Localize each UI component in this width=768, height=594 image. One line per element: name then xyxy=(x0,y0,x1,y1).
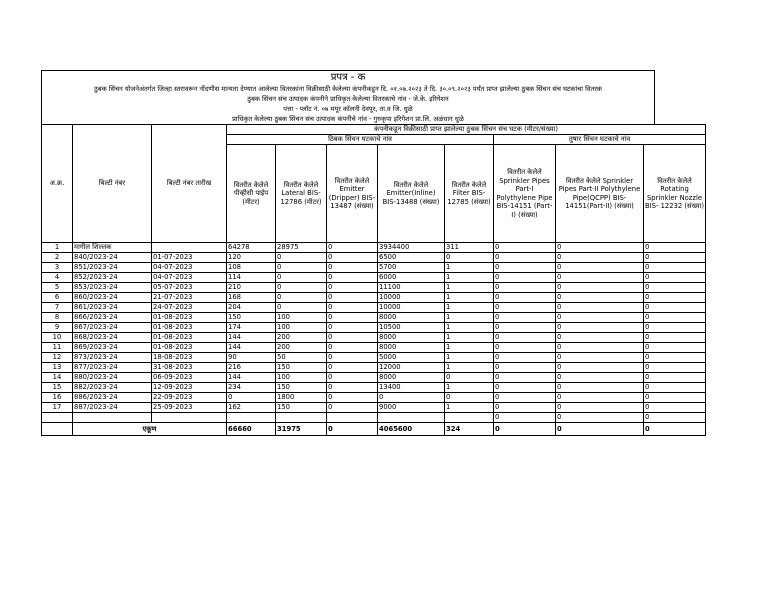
col-header-emitter-inline: वितरीत केलेले Emitter(Inline) BIS-13488 (संख्या) xyxy=(378,145,445,243)
table-cell: 1 xyxy=(42,243,73,253)
table-cell: 0 xyxy=(644,303,706,313)
table-cell: 0 xyxy=(445,373,494,383)
table-cell: 5000 xyxy=(378,353,445,363)
table-cell: 1 xyxy=(445,363,494,373)
table-cell xyxy=(227,413,276,423)
table-cell: 311 xyxy=(445,243,494,253)
table-cell: 852/2023-24 xyxy=(73,273,152,283)
form-sheet xyxy=(41,70,704,436)
table-cell: 0 xyxy=(445,393,494,403)
table-cell: 0 xyxy=(644,313,706,323)
table-row xyxy=(42,303,706,313)
table-cell xyxy=(276,413,327,423)
table-cell: 0 xyxy=(327,323,378,333)
table-cell: 144 xyxy=(227,373,276,383)
table-cell: 869/2023-24 xyxy=(73,343,152,353)
table-cell: 50 xyxy=(276,353,327,363)
table-cell: 0 xyxy=(327,283,378,293)
table-row xyxy=(42,353,706,363)
table-cell: 0 xyxy=(494,413,556,423)
table-cell: 0 xyxy=(378,393,445,403)
table-cell: 0 xyxy=(556,293,644,303)
table-cell: 12000 xyxy=(378,363,445,373)
table-cell: 10000 xyxy=(378,293,445,303)
table-cell: 0 xyxy=(327,263,378,273)
table-cell: 0 xyxy=(276,253,327,263)
total-blank-cell xyxy=(42,423,73,436)
table-cell: 0 xyxy=(494,373,556,383)
table-cell: 1 xyxy=(445,263,494,273)
table-cell: 13 xyxy=(42,363,73,373)
table-row xyxy=(42,383,706,393)
table-cell: 6000 xyxy=(378,273,445,283)
table-cell: 0 xyxy=(556,363,644,373)
table-cell: 1 xyxy=(445,313,494,323)
table-cell: 144 xyxy=(227,343,276,353)
table-cell xyxy=(152,413,227,423)
table-cell: 0 xyxy=(494,383,556,393)
total-cell: 4065600 xyxy=(378,423,445,436)
total-cell: 0 xyxy=(556,423,644,436)
table-cell: 0 xyxy=(327,343,378,353)
group-header-received: कंपनीकडून विक्रीसाठी प्राप्त झालेल्या ठुबक सिंचन संच घटक (मीटर/संख्या) xyxy=(227,125,706,135)
table-cell: 150 xyxy=(276,383,327,393)
table-cell: 0 xyxy=(327,253,378,263)
table-cell: 0 xyxy=(644,263,706,273)
table-cell: 0 xyxy=(327,293,378,303)
table-cell: 8000 xyxy=(378,333,445,343)
col-header-bilty-no: बिल्टी नंबर xyxy=(73,125,152,243)
table-cell: 0 xyxy=(494,273,556,283)
table-cell: 17 xyxy=(42,403,73,413)
table-cell: 10 xyxy=(42,333,73,343)
table-cell: 5700 xyxy=(378,263,445,273)
table-cell: 0 xyxy=(556,333,644,343)
table-cell: 882/2023-24 xyxy=(73,383,152,393)
table-row xyxy=(42,243,706,253)
table-cell: 1 xyxy=(445,333,494,343)
header-line-1: ठुबक सिंचन योजनेअंतर्गत जिल्हा स्तरावरून नोंदणीस मान्यता देण्यात आलेल्या वितरकांना विक्रीसाठी केलेल्या कंपनीकडून दि. ०१.०७.२०२३ ते दि. ३०.०९.२०२३ पर्यंत प्राप्त झालेल्या ठुबक सिंचन संच घटकांचा वितरक xyxy=(94,85,602,93)
total-cell: 31975 xyxy=(276,423,327,436)
table-cell: 0 xyxy=(644,353,706,363)
table-cell: 2 xyxy=(42,253,73,263)
header-line-2: ठुबक सिंचन संच उत्पादक कंपनीने प्राधिकृत केलेल्या वितरकाचे नांव - जे.के. इरिगेशन xyxy=(247,95,449,103)
table-cell: 0 xyxy=(556,383,644,393)
table-cell: 216 xyxy=(227,363,276,373)
table-cell: 11 xyxy=(42,343,73,353)
col-header-lateral: वितरीत केलेले Lateral BIS-12786 (मीटर) xyxy=(276,145,327,243)
table-cell: 0 xyxy=(494,283,556,293)
table-cell: 24-07-2023 xyxy=(152,303,227,313)
table-cell: 0 xyxy=(327,403,378,413)
table-cell: 0 xyxy=(327,373,378,383)
table-row xyxy=(42,403,706,413)
table-cell: 9000 xyxy=(378,403,445,413)
table-cell: 06-09-2023 xyxy=(152,373,227,383)
table-cell: 3 xyxy=(42,263,73,273)
col-header-sprinkler-pipe-2: वितरीत केलेले Sprinkler Pipes Part-II Polythylene Pipe(QCPP) BIS-14151(Part-II) (संख्या) xyxy=(556,145,644,243)
table-row xyxy=(42,283,706,293)
table-cell: 887/2023-24 xyxy=(73,403,152,413)
col-header-emitter-dripper: वितरीत केलेले Emitter (Dripper) BIS-13487 (संख्या) xyxy=(327,145,378,243)
table-cell: 0 xyxy=(327,353,378,363)
table-cell: 0 xyxy=(327,313,378,323)
total-cell: 0 xyxy=(644,423,706,436)
table-cell: 8000 xyxy=(378,373,445,383)
table-cell: 0 xyxy=(494,293,556,303)
col-header-filter: वितरीत केलेले Filter BIS-12785 (संख्या) xyxy=(445,145,494,243)
table-cell: 7 xyxy=(42,303,73,313)
table-cell: 1 xyxy=(445,303,494,313)
table-cell: 04-07-2023 xyxy=(152,263,227,273)
table-cell: 0 xyxy=(644,323,706,333)
table-cell: 31-08-2023 xyxy=(152,363,227,373)
table-cell: 0 xyxy=(644,393,706,403)
table-cell: 0 xyxy=(327,303,378,313)
col-header-pvc-pipe: वितरीत केलेले पीव्हीसी पाईप (मीटर) xyxy=(227,145,276,243)
total-row xyxy=(42,423,706,436)
table-cell: 0 xyxy=(494,253,556,263)
table-cell: 1 xyxy=(445,353,494,363)
table-cell xyxy=(42,413,73,423)
table-cell: 861/2023-24 xyxy=(73,303,152,313)
table-cell: 0 xyxy=(276,263,327,273)
table-cell: 0 xyxy=(556,403,644,413)
table-cell: 168 xyxy=(227,293,276,303)
table-cell: 0 xyxy=(276,273,327,283)
table-cell: 28975 xyxy=(276,243,327,253)
table-cell: 15 xyxy=(42,383,73,393)
table-cell: 877/2023-24 xyxy=(73,363,152,373)
header-line-3: पत्ता - प्लॉट नं. ०७ मयूर कॉलनी देवपूर, ता.व जि. धुळे xyxy=(283,105,413,113)
table-cell xyxy=(327,413,378,423)
table-cell: 0 xyxy=(556,253,644,263)
table-cell: 1 xyxy=(445,323,494,333)
table-cell: 0 xyxy=(556,373,644,383)
table-cell: 210 xyxy=(227,283,276,293)
table-cell: 64278 xyxy=(227,243,276,253)
table-cell: 21-07-2023 xyxy=(152,293,227,303)
form-header xyxy=(41,70,655,124)
total-cell: 66660 xyxy=(227,423,276,436)
table-cell: 0 xyxy=(644,373,706,383)
table-row xyxy=(42,263,706,273)
table-body xyxy=(42,243,706,436)
table-cell: 0 xyxy=(556,323,644,333)
table-cell: 0 xyxy=(644,403,706,413)
table-cell: 0 xyxy=(276,293,327,303)
table-cell: 0 xyxy=(556,353,644,363)
table-cell: 0 xyxy=(556,393,644,403)
table-cell: 867/2023-24 xyxy=(73,323,152,333)
table-cell: 0 xyxy=(556,413,644,423)
col-header-serial: अ.क्र. xyxy=(42,125,73,243)
table-cell: 0 xyxy=(644,413,706,423)
total-cell: 0 xyxy=(327,423,378,436)
table-cell: 108 xyxy=(227,263,276,273)
table-cell: 1 xyxy=(445,403,494,413)
table-cell: 01-07-2023 xyxy=(152,253,227,263)
table-cell xyxy=(152,243,227,253)
table-cell: 1 xyxy=(445,283,494,293)
table-cell: 0 xyxy=(494,363,556,373)
table-cell: 0 xyxy=(327,243,378,253)
table-cell: 0 xyxy=(494,333,556,343)
table-cell: 0 xyxy=(644,253,706,263)
table-cell: 0 xyxy=(494,313,556,323)
table-cell: 880/2023-24 xyxy=(73,373,152,383)
table-cell: 14 xyxy=(42,373,73,383)
header-line-4: प्राधिकृत केलेल्या ठुबक सिंचन संच उत्पादक कंपनीचे नांव - गुरुकृपा इरिगेशन प्रा.लि. अळंधान धुळे xyxy=(232,115,464,123)
table-row xyxy=(42,363,706,373)
table-cell: 0 xyxy=(644,273,706,283)
table-cell: 11100 xyxy=(378,283,445,293)
table-cell: 100 xyxy=(276,323,327,333)
table-cell: 0 xyxy=(644,293,706,303)
table-cell: 840/2023-24 xyxy=(73,253,152,263)
table-cell: 0 xyxy=(556,313,644,323)
table-cell: 0 xyxy=(494,303,556,313)
table-cell: 851/2023-24 xyxy=(73,263,152,273)
table-cell: 866/2023-24 xyxy=(73,313,152,323)
table-cell: 0 xyxy=(327,333,378,343)
table-cell: 0 xyxy=(327,363,378,373)
table-cell: 0 xyxy=(644,343,706,353)
table-cell: 01-08-2023 xyxy=(152,323,227,333)
table-cell: 162 xyxy=(227,403,276,413)
table-cell: 0 xyxy=(644,333,706,343)
table-cell xyxy=(378,413,445,423)
table-cell: 0 xyxy=(556,303,644,313)
table-row xyxy=(42,393,706,403)
table-cell: 0 xyxy=(227,393,276,403)
table-cell xyxy=(445,413,494,423)
table-cell: 853/2023-24 xyxy=(73,283,152,293)
table-cell: 114 xyxy=(227,273,276,283)
table-cell: 1 xyxy=(445,273,494,283)
table-row xyxy=(42,273,706,283)
table-cell: 0 xyxy=(276,283,327,293)
group-header-drip: ठिबक सिंचन घटकाचे नांव xyxy=(227,135,494,145)
table-cell: 0 xyxy=(556,283,644,293)
table-cell: 16 xyxy=(42,393,73,403)
table-cell: 10000 xyxy=(378,303,445,313)
table-cell: 01-08-2023 xyxy=(152,313,227,323)
table-cell: 174 xyxy=(227,323,276,333)
col-header-rotating-nozzle: वितरीत केलेले Rotating Sprinkler Nozzle BIS- 12232 (संख्या) xyxy=(644,145,706,243)
table-cell: 0 xyxy=(556,343,644,353)
table-cell xyxy=(73,413,152,423)
table-cell: 100 xyxy=(276,313,327,323)
table-cell: 0 xyxy=(644,283,706,293)
table-cell: 0 xyxy=(276,303,327,313)
table-cell: 150 xyxy=(227,313,276,323)
table-cell: 6500 xyxy=(378,253,445,263)
table-cell: 1 xyxy=(445,293,494,303)
table-cell: 8000 xyxy=(378,343,445,353)
form-title: प्रपत्र - क xyxy=(330,72,366,83)
col-header-sprinkler-pipe-1: वितरीत केलेले Sprinkler Pipes Part-I Polythylene Pipe BIS-14151 (Part-I) (संख्या) xyxy=(494,145,556,243)
table-cell: 12-09-2023 xyxy=(152,383,227,393)
table-cell: 234 xyxy=(227,383,276,393)
table-cell: 0 xyxy=(445,253,494,263)
table-cell: 9 xyxy=(42,323,73,333)
table-cell: 12 xyxy=(42,353,73,363)
table-cell: 0 xyxy=(327,393,378,403)
table-cell: 0 xyxy=(556,243,644,253)
table-row xyxy=(42,373,706,383)
table-cell: 200 xyxy=(276,333,327,343)
table-cell: 01-08-2023 xyxy=(152,343,227,353)
table-cell: 200 xyxy=(276,343,327,353)
table-cell: 886/2023-24 xyxy=(73,393,152,403)
table-cell: 13400 xyxy=(378,383,445,393)
table-cell: 873/2023-24 xyxy=(73,353,152,363)
table-cell: 8000 xyxy=(378,313,445,323)
group-header-sprinkler: तुषार सिंचन घटकाचे नांव xyxy=(494,135,706,145)
table-cell: 0 xyxy=(644,383,706,393)
table-cell: 0 xyxy=(327,273,378,283)
table-cell: 150 xyxy=(276,403,327,413)
table-row xyxy=(42,323,706,333)
table-cell: 18-08-2023 xyxy=(152,353,227,363)
distribution-table xyxy=(41,124,706,436)
table-cell: 3934400 xyxy=(378,243,445,253)
table-cell: 1800 xyxy=(276,393,327,403)
table-cell: 868/2023-24 xyxy=(73,333,152,343)
table-cell: 100 xyxy=(276,373,327,383)
table-row xyxy=(42,413,706,423)
table-cell: 0 xyxy=(494,323,556,333)
table-cell: 4 xyxy=(42,273,73,283)
total-label: एकूण xyxy=(73,423,227,436)
table-row xyxy=(42,333,706,343)
table-cell: 150 xyxy=(276,363,327,373)
table-row xyxy=(42,293,706,303)
table-cell: मागील शिल्लक xyxy=(73,243,152,253)
table-cell: 25-09-2023 xyxy=(152,403,227,413)
table-cell: 8 xyxy=(42,313,73,323)
col-header-bilty-date: बिल्टी नंबर तारीख xyxy=(152,125,227,243)
table-cell: 0 xyxy=(494,243,556,253)
table-cell: 0 xyxy=(494,353,556,363)
table-cell: 1 xyxy=(445,343,494,353)
table-cell: 120 xyxy=(227,253,276,263)
table-cell: 0 xyxy=(556,263,644,273)
table-row xyxy=(42,253,706,263)
table-cell: 860/2023-24 xyxy=(73,293,152,303)
table-cell: 0 xyxy=(327,383,378,393)
table-cell: 1 xyxy=(445,383,494,393)
table-cell: 6 xyxy=(42,293,73,303)
table-cell: 0 xyxy=(494,393,556,403)
table-cell: 90 xyxy=(227,353,276,363)
table-row xyxy=(42,313,706,323)
total-cell: 0 xyxy=(494,423,556,436)
total-cell: 324 xyxy=(445,423,494,436)
table-cell: 0 xyxy=(644,243,706,253)
table-cell: 0 xyxy=(556,273,644,283)
table-row xyxy=(42,343,706,353)
table-cell: 0 xyxy=(644,363,706,373)
table-cell: 10500 xyxy=(378,323,445,333)
table-cell: 144 xyxy=(227,333,276,343)
table-cell: 05-07-2023 xyxy=(152,283,227,293)
table-cell: 0 xyxy=(494,403,556,413)
table-cell: 5 xyxy=(42,283,73,293)
table-cell: 04-07-2023 xyxy=(152,273,227,283)
table-cell: 01-08-2023 xyxy=(152,333,227,343)
table-cell: 22-09-2023 xyxy=(152,393,227,403)
table-cell: 0 xyxy=(494,343,556,353)
table-cell: 204 xyxy=(227,303,276,313)
table-cell: 0 xyxy=(494,263,556,273)
